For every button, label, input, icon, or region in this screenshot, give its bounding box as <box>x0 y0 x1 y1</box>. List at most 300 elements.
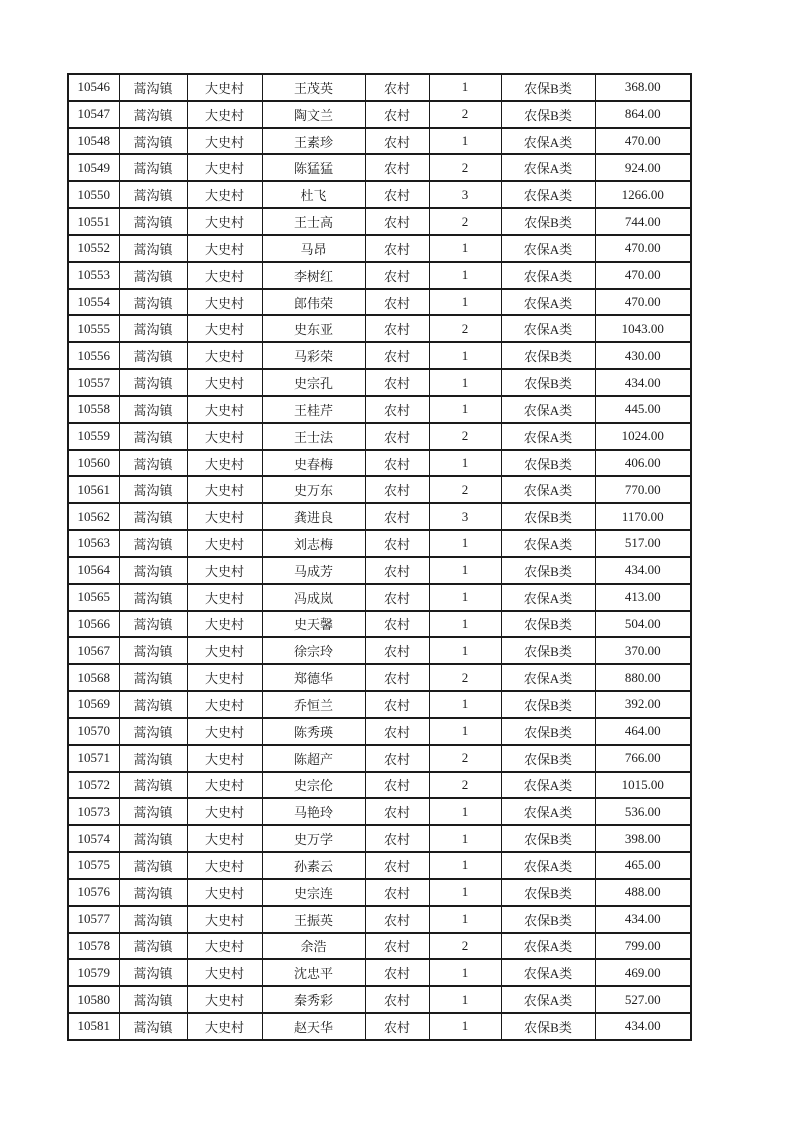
cell-residence-type: 农村 <box>365 235 429 262</box>
cell-person-name: 陈秀瑛 <box>262 718 365 745</box>
cell-village: 大史村 <box>187 611 262 638</box>
cell-residence-type: 农村 <box>365 906 429 933</box>
cell-town: 蒿沟镇 <box>119 772 187 799</box>
table-row <box>68 289 691 316</box>
cell-person-name: 秦秀彩 <box>262 986 365 1013</box>
cell-insurance-class: 农保A类 <box>501 476 595 503</box>
cell-insurance-class: 农保B类 <box>501 557 595 584</box>
table-row <box>68 852 691 879</box>
cell-amount: 434.00 <box>595 557 691 584</box>
cell-person-name: 沈忠平 <box>262 959 365 986</box>
cell-residence-type: 农村 <box>365 503 429 530</box>
cell-insurance-class: 农保A类 <box>501 154 595 181</box>
cell-village: 大史村 <box>187 557 262 584</box>
cell-residence-type: 农村 <box>365 423 429 450</box>
cell-village: 大史村 <box>187 825 262 852</box>
cell-residence-type: 农村 <box>365 315 429 342</box>
cell-person-count: 1 <box>429 852 501 879</box>
cell-village: 大史村 <box>187 959 262 986</box>
cell-town: 蒿沟镇 <box>119 637 187 664</box>
cell-town: 蒿沟镇 <box>119 235 187 262</box>
cell-amount: 368.00 <box>595 74 691 101</box>
cell-serial-number: 10550 <box>68 181 119 208</box>
cell-insurance-class: 农保A类 <box>501 262 595 289</box>
cell-village: 大史村 <box>187 74 262 101</box>
cell-residence-type: 农村 <box>365 262 429 289</box>
cell-person-name: 马昂 <box>262 235 365 262</box>
cell-person-name: 王桂芹 <box>262 396 365 423</box>
cell-serial-number: 10546 <box>68 74 119 101</box>
table-row <box>68 772 691 799</box>
table-row <box>68 825 691 852</box>
cell-person-name: 李树红 <box>262 262 365 289</box>
cell-serial-number: 10561 <box>68 476 119 503</box>
cell-amount: 434.00 <box>595 906 691 933</box>
cell-person-count: 1 <box>429 825 501 852</box>
cell-town: 蒿沟镇 <box>119 101 187 128</box>
cell-person-count: 1 <box>429 691 501 718</box>
cell-amount: 470.00 <box>595 262 691 289</box>
cell-person-count: 1 <box>429 584 501 611</box>
table-row <box>68 101 691 128</box>
cell-amount: 1015.00 <box>595 772 691 799</box>
cell-person-name: 陈猛猛 <box>262 154 365 181</box>
cell-person-count: 3 <box>429 181 501 208</box>
cell-residence-type: 农村 <box>365 745 429 772</box>
cell-serial-number: 10568 <box>68 664 119 691</box>
cell-residence-type: 农村 <box>365 664 429 691</box>
cell-person-count: 1 <box>429 262 501 289</box>
cell-insurance-class: 农保B类 <box>501 503 595 530</box>
table-row <box>68 262 691 289</box>
cell-residence-type: 农村 <box>365 691 429 718</box>
cell-person-name: 王士高 <box>262 208 365 235</box>
table-row <box>68 718 691 745</box>
cell-person-name: 史天馨 <box>262 611 365 638</box>
table-row <box>68 235 691 262</box>
cell-insurance-class: 农保B类 <box>501 611 595 638</box>
cell-insurance-class: 农保B类 <box>501 825 595 852</box>
cell-person-name: 王茂英 <box>262 74 365 101</box>
cell-town: 蒿沟镇 <box>119 933 187 960</box>
cell-person-count: 2 <box>429 154 501 181</box>
cell-residence-type: 农村 <box>365 369 429 396</box>
cell-residence-type: 农村 <box>365 798 429 825</box>
cell-person-count: 2 <box>429 664 501 691</box>
cell-village: 大史村 <box>187 745 262 772</box>
cell-person-name: 陶文兰 <box>262 101 365 128</box>
cell-residence-type: 农村 <box>365 181 429 208</box>
cell-serial-number: 10552 <box>68 235 119 262</box>
cell-amount: 504.00 <box>595 611 691 638</box>
cell-town: 蒿沟镇 <box>119 691 187 718</box>
cell-insurance-class: 农保A类 <box>501 959 595 986</box>
table-row <box>68 745 691 772</box>
cell-residence-type: 农村 <box>365 396 429 423</box>
cell-person-count: 2 <box>429 745 501 772</box>
cell-town: 蒿沟镇 <box>119 450 187 477</box>
cell-person-name: 杜飞 <box>262 181 365 208</box>
table-row <box>68 369 691 396</box>
cell-village: 大史村 <box>187 691 262 718</box>
cell-person-name: 史东亚 <box>262 315 365 342</box>
cell-serial-number: 10567 <box>68 637 119 664</box>
cell-town: 蒿沟镇 <box>119 503 187 530</box>
cell-town: 蒿沟镇 <box>119 423 187 450</box>
cell-residence-type: 农村 <box>365 637 429 664</box>
cell-serial-number: 10563 <box>68 530 119 557</box>
cell-person-name: 史宗孔 <box>262 369 365 396</box>
cell-village: 大史村 <box>187 396 262 423</box>
cell-village: 大史村 <box>187 101 262 128</box>
cell-person-count: 2 <box>429 208 501 235</box>
table-row <box>68 906 691 933</box>
cell-person-name: 王振英 <box>262 906 365 933</box>
table-row <box>68 396 691 423</box>
cell-insurance-class: 农保B类 <box>501 691 595 718</box>
cell-town: 蒿沟镇 <box>119 208 187 235</box>
cell-village: 大史村 <box>187 450 262 477</box>
cell-amount: 398.00 <box>595 825 691 852</box>
cell-amount: 517.00 <box>595 530 691 557</box>
cell-person-count: 1 <box>429 128 501 155</box>
cell-amount: 488.00 <box>595 879 691 906</box>
cell-person-name: 史宗伦 <box>262 772 365 799</box>
table-row <box>68 476 691 503</box>
cell-serial-number: 10562 <box>68 503 119 530</box>
cell-amount: 470.00 <box>595 128 691 155</box>
cell-amount: 465.00 <box>595 852 691 879</box>
cell-person-name: 徐宗玲 <box>262 637 365 664</box>
cell-person-name: 史春梅 <box>262 450 365 477</box>
cell-insurance-class: 农保B类 <box>501 718 595 745</box>
cell-person-name: 乔恒兰 <box>262 691 365 718</box>
cell-amount: 770.00 <box>595 476 691 503</box>
cell-residence-type: 农村 <box>365 986 429 1013</box>
cell-serial-number: 10577 <box>68 906 119 933</box>
cell-insurance-class: 农保A类 <box>501 181 595 208</box>
cell-village: 大史村 <box>187 476 262 503</box>
cell-town: 蒿沟镇 <box>119 906 187 933</box>
cell-insurance-class: 农保B类 <box>501 745 595 772</box>
cell-residence-type: 农村 <box>365 154 429 181</box>
cell-amount: 470.00 <box>595 289 691 316</box>
cell-insurance-class: 农保A类 <box>501 315 595 342</box>
cell-town: 蒿沟镇 <box>119 128 187 155</box>
cell-insurance-class: 农保A类 <box>501 128 595 155</box>
cell-serial-number: 10559 <box>68 423 119 450</box>
cell-person-name: 冯成岚 <box>262 584 365 611</box>
table-row <box>68 74 691 101</box>
table-row <box>68 664 691 691</box>
cell-residence-type: 农村 <box>365 879 429 906</box>
cell-person-count: 1 <box>429 611 501 638</box>
cell-town: 蒿沟镇 <box>119 611 187 638</box>
cell-serial-number: 10554 <box>68 289 119 316</box>
cell-amount: 1043.00 <box>595 315 691 342</box>
cell-town: 蒿沟镇 <box>119 986 187 1013</box>
cell-person-count: 1 <box>429 906 501 933</box>
cell-serial-number: 10581 <box>68 1013 119 1040</box>
cell-person-count: 1 <box>429 557 501 584</box>
cell-insurance-class: 农保B类 <box>501 637 595 664</box>
cell-town: 蒿沟镇 <box>119 396 187 423</box>
cell-person-count: 1 <box>429 396 501 423</box>
cell-insurance-class: 农保B类 <box>501 1013 595 1040</box>
cell-serial-number: 10556 <box>68 342 119 369</box>
table-row <box>68 315 691 342</box>
cell-serial-number: 10548 <box>68 128 119 155</box>
cell-insurance-class: 农保A类 <box>501 235 595 262</box>
cell-person-name: 史万东 <box>262 476 365 503</box>
cell-serial-number: 10575 <box>68 852 119 879</box>
cell-serial-number: 10580 <box>68 986 119 1013</box>
cell-town: 蒿沟镇 <box>119 1013 187 1040</box>
cell-serial-number: 10558 <box>68 396 119 423</box>
table-row <box>68 584 691 611</box>
cell-town: 蒿沟镇 <box>119 369 187 396</box>
table-row <box>68 342 691 369</box>
cell-town: 蒿沟镇 <box>119 879 187 906</box>
cell-village: 大史村 <box>187 1013 262 1040</box>
cell-serial-number: 10573 <box>68 798 119 825</box>
cell-amount: 370.00 <box>595 637 691 664</box>
cell-village: 大史村 <box>187 342 262 369</box>
cell-amount: 924.00 <box>595 154 691 181</box>
table-row <box>68 1013 691 1040</box>
cell-town: 蒿沟镇 <box>119 825 187 852</box>
cell-town: 蒿沟镇 <box>119 342 187 369</box>
cell-residence-type: 农村 <box>365 718 429 745</box>
cell-residence-type: 农村 <box>365 584 429 611</box>
table-row <box>68 611 691 638</box>
cell-residence-type: 农村 <box>365 128 429 155</box>
cell-person-name: 史万学 <box>262 825 365 852</box>
cell-village: 大史村 <box>187 289 262 316</box>
cell-village: 大史村 <box>187 852 262 879</box>
cell-person-name: 龚进良 <box>262 503 365 530</box>
cell-village: 大史村 <box>187 906 262 933</box>
cell-town: 蒿沟镇 <box>119 262 187 289</box>
table-row <box>68 986 691 1013</box>
cell-insurance-class: 农保B类 <box>501 208 595 235</box>
cell-village: 大史村 <box>187 262 262 289</box>
cell-person-name: 刘志梅 <box>262 530 365 557</box>
cell-insurance-class: 农保A类 <box>501 584 595 611</box>
cell-village: 大史村 <box>187 235 262 262</box>
cell-person-count: 1 <box>429 986 501 1013</box>
cell-person-count: 2 <box>429 933 501 960</box>
cell-serial-number: 10565 <box>68 584 119 611</box>
cell-residence-type: 农村 <box>365 772 429 799</box>
cell-town: 蒿沟镇 <box>119 664 187 691</box>
cell-person-count: 1 <box>429 74 501 101</box>
cell-amount: 392.00 <box>595 691 691 718</box>
table-row <box>68 637 691 664</box>
cell-amount: 430.00 <box>595 342 691 369</box>
cell-person-name: 陈超产 <box>262 745 365 772</box>
cell-insurance-class: 农保A类 <box>501 798 595 825</box>
table-row <box>68 450 691 477</box>
cell-insurance-class: 农保B类 <box>501 342 595 369</box>
table-row <box>68 879 691 906</box>
table-row <box>68 798 691 825</box>
cell-person-name: 余浩 <box>262 933 365 960</box>
cell-town: 蒿沟镇 <box>119 798 187 825</box>
cell-residence-type: 农村 <box>365 208 429 235</box>
cell-town: 蒿沟镇 <box>119 315 187 342</box>
cell-insurance-class: 农保A类 <box>501 933 595 960</box>
cell-insurance-class: 农保A类 <box>501 396 595 423</box>
cell-village: 大史村 <box>187 772 262 799</box>
cell-serial-number: 10578 <box>68 933 119 960</box>
cell-serial-number: 10570 <box>68 718 119 745</box>
cell-amount: 766.00 <box>595 745 691 772</box>
cell-insurance-class: 农保B类 <box>501 879 595 906</box>
cell-amount: 799.00 <box>595 933 691 960</box>
cell-insurance-class: 农保A类 <box>501 423 595 450</box>
cell-residence-type: 农村 <box>365 476 429 503</box>
cell-village: 大史村 <box>187 128 262 155</box>
cell-insurance-class: 农保A类 <box>501 852 595 879</box>
cell-person-count: 1 <box>429 1013 501 1040</box>
cell-amount: 536.00 <box>595 798 691 825</box>
cell-village: 大史村 <box>187 423 262 450</box>
cell-serial-number: 10572 <box>68 772 119 799</box>
cell-amount: 469.00 <box>595 959 691 986</box>
table-row <box>68 503 691 530</box>
table-row <box>68 128 691 155</box>
cell-residence-type: 农村 <box>365 450 429 477</box>
cell-village: 大史村 <box>187 637 262 664</box>
cell-serial-number: 10574 <box>68 825 119 852</box>
cell-amount: 413.00 <box>595 584 691 611</box>
cell-person-name: 马艳玲 <box>262 798 365 825</box>
cell-village: 大史村 <box>187 933 262 960</box>
cell-village: 大史村 <box>187 879 262 906</box>
cell-town: 蒿沟镇 <box>119 181 187 208</box>
cell-person-count: 1 <box>429 530 501 557</box>
cell-person-count: 2 <box>429 772 501 799</box>
cell-residence-type: 农村 <box>365 74 429 101</box>
cell-amount: 470.00 <box>595 235 691 262</box>
cell-amount: 1170.00 <box>595 503 691 530</box>
cell-person-name: 马成芳 <box>262 557 365 584</box>
cell-insurance-class: 农保A类 <box>501 986 595 1013</box>
cell-person-count: 1 <box>429 369 501 396</box>
cell-amount: 864.00 <box>595 101 691 128</box>
table-row <box>68 959 691 986</box>
cell-amount: 434.00 <box>595 369 691 396</box>
table-row <box>68 423 691 450</box>
cell-town: 蒿沟镇 <box>119 852 187 879</box>
cell-person-name: 郎伟荣 <box>262 289 365 316</box>
cell-amount: 880.00 <box>595 664 691 691</box>
cell-amount: 406.00 <box>595 450 691 477</box>
cell-town: 蒿沟镇 <box>119 530 187 557</box>
cell-person-count: 1 <box>429 637 501 664</box>
cell-serial-number: 10564 <box>68 557 119 584</box>
cell-village: 大史村 <box>187 315 262 342</box>
cell-village: 大史村 <box>187 530 262 557</box>
cell-person-count: 1 <box>429 289 501 316</box>
table-row <box>68 208 691 235</box>
cell-residence-type: 农村 <box>365 933 429 960</box>
cell-person-count: 1 <box>429 342 501 369</box>
cell-person-name: 孙素云 <box>262 852 365 879</box>
cell-person-count: 1 <box>429 235 501 262</box>
cell-insurance-class: 农保B类 <box>501 450 595 477</box>
table-row <box>68 181 691 208</box>
cell-residence-type: 农村 <box>365 852 429 879</box>
cell-person-count: 1 <box>429 879 501 906</box>
cell-village: 大史村 <box>187 664 262 691</box>
table-row <box>68 557 691 584</box>
cell-residence-type: 农村 <box>365 342 429 369</box>
cell-insurance-class: 农保B类 <box>501 369 595 396</box>
cell-person-count: 1 <box>429 959 501 986</box>
cell-insurance-class: 农保A类 <box>501 289 595 316</box>
cell-town: 蒿沟镇 <box>119 476 187 503</box>
cell-town: 蒿沟镇 <box>119 745 187 772</box>
cell-village: 大史村 <box>187 208 262 235</box>
cell-amount: 527.00 <box>595 986 691 1013</box>
cell-town: 蒿沟镇 <box>119 959 187 986</box>
cell-amount: 434.00 <box>595 1013 691 1040</box>
cell-person-name: 赵天华 <box>262 1013 365 1040</box>
cell-amount: 1024.00 <box>595 423 691 450</box>
cell-person-name: 马彩荣 <box>262 342 365 369</box>
cell-insurance-class: 农保A类 <box>501 664 595 691</box>
table-row <box>68 691 691 718</box>
cell-serial-number: 10576 <box>68 879 119 906</box>
cell-village: 大史村 <box>187 503 262 530</box>
cell-town: 蒿沟镇 <box>119 289 187 316</box>
cell-village: 大史村 <box>187 369 262 396</box>
table-row <box>68 154 691 181</box>
cell-town: 蒿沟镇 <box>119 584 187 611</box>
cell-person-count: 1 <box>429 450 501 477</box>
cell-village: 大史村 <box>187 584 262 611</box>
pension-roster-table <box>67 73 692 1041</box>
cell-person-count: 2 <box>429 315 501 342</box>
cell-person-count: 2 <box>429 101 501 128</box>
cell-insurance-class: 农保B类 <box>501 101 595 128</box>
cell-insurance-class: 农保B类 <box>501 74 595 101</box>
cell-person-name: 郑德华 <box>262 664 365 691</box>
cell-town: 蒿沟镇 <box>119 74 187 101</box>
cell-insurance-class: 农保B类 <box>501 906 595 933</box>
cell-serial-number: 10571 <box>68 745 119 772</box>
cell-town: 蒿沟镇 <box>119 557 187 584</box>
cell-person-count: 1 <box>429 718 501 745</box>
table-row <box>68 530 691 557</box>
cell-insurance-class: 农保A类 <box>501 530 595 557</box>
cell-village: 大史村 <box>187 798 262 825</box>
cell-residence-type: 农村 <box>365 101 429 128</box>
cell-person-name: 王士法 <box>262 423 365 450</box>
cell-serial-number: 10551 <box>68 208 119 235</box>
cell-serial-number: 10547 <box>68 101 119 128</box>
cell-town: 蒿沟镇 <box>119 154 187 181</box>
cell-serial-number: 10549 <box>68 154 119 181</box>
cell-town: 蒿沟镇 <box>119 718 187 745</box>
cell-residence-type: 农村 <box>365 1013 429 1040</box>
table-body <box>68 74 691 1040</box>
cell-amount: 464.00 <box>595 718 691 745</box>
cell-serial-number: 10557 <box>68 369 119 396</box>
cell-person-count: 2 <box>429 476 501 503</box>
